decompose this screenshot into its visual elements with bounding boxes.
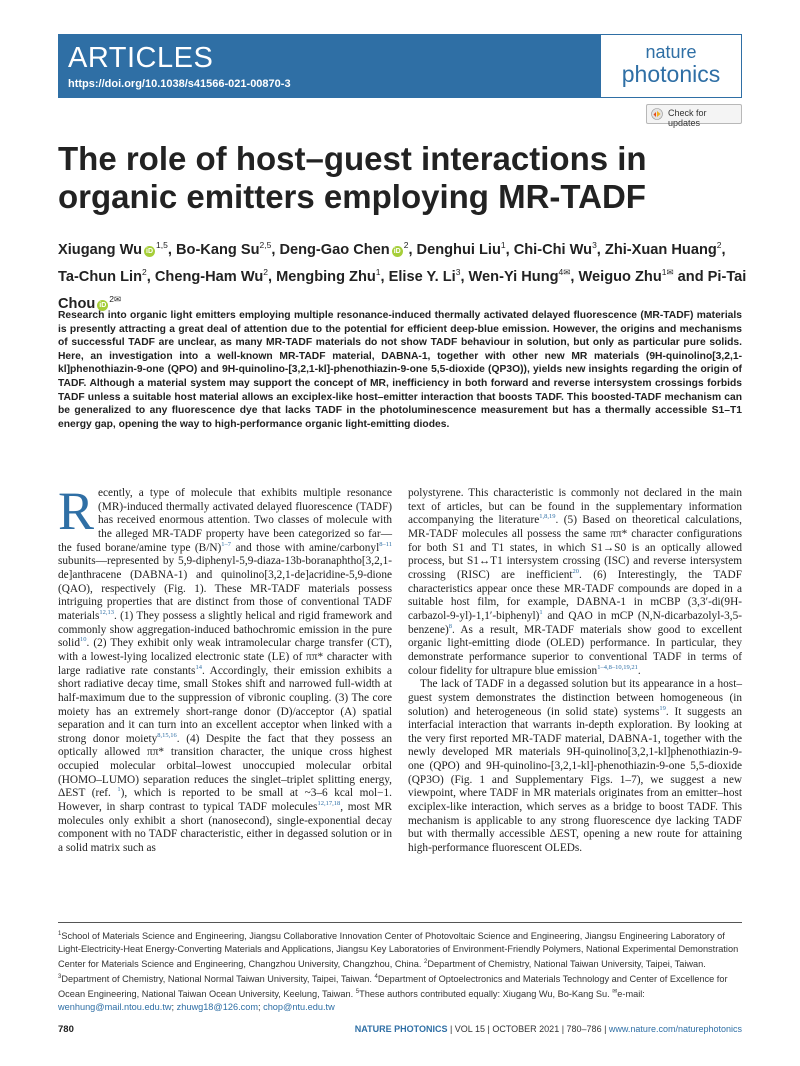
- text-run: and those with amine/carbonyl: [231, 541, 380, 554]
- reference-marker: 20: [572, 568, 579, 576]
- orcid-icon[interactable]: iD: [393, 247, 401, 255]
- email-link[interactable]: zhuwg18@126.com: [176, 1002, 258, 1013]
- body-paragraph: [58, 481, 393, 856]
- article-title: The role of host–guest interactions in organic emitters employing MR-TADF: [58, 140, 647, 215]
- footer-url-link[interactable]: www.nature.com/naturephotonics: [608, 1024, 742, 1034]
- author-name[interactable]: Elise Y. Li: [388, 268, 456, 285]
- author-affiliation-marker: 1✉: [661, 266, 674, 277]
- author-name[interactable]: Denghui Liu: [416, 241, 501, 258]
- text-run: . (6) Interestingly, the TADF characteristics appear once these MR-TADF compounds are doped in a suitable host film, for example, DABNA-1 in mCBP (3,3′-di(9H-carbazol-9-yl)-1,1′-biphenyl): [408, 568, 742, 622]
- body-paragraph: [408, 678, 742, 856]
- reference-marker: 1: [539, 609, 543, 617]
- drop-cap: R: [58, 481, 95, 541]
- text-run: , most MR molecules only exhibit a short (nanosecond), single-exponential decay component with no TADF characteristic, either in degassed solution or in a solid matrix such as: [58, 801, 393, 855]
- text-run: . It suggests an interfacial interaction that warrants in-depth exploration. By looking at the very first reported MR-TADF material, DABNA-1, together with the newly developed MR materials 9H-quinolino[3,2,1-kl]phenothiazin-9-one (QPO) and 9H-quinolino-[3,2,1-kl]-phenothiazin-9-one 5,5-dioxide (QP3O) (Fig. 1 and Supplementary Figs. 1–7), we suggest a new viewpoint, where TADF in MR materials originates from an emitter–host exciplex-like interaction, which serves as a bridge to boost TADF. This mechanism is applicable to any strong fluorescence dye lacking TADF but with thermally accessible ΔEST, opening a new route for attaining high-performance fluorescent OLEDs.: [408, 705, 742, 855]
- reference-marker: 12,17,18: [317, 800, 341, 808]
- author-affiliation-marker: 3: [592, 240, 597, 250]
- footer-journal-info: [355, 1024, 742, 1034]
- text-run: . (2) They exhibit only weak intramolecular charge transfer (CT), with a lowest-lying localized electronic state (LE) of ππ* character with large radiative rate constants: [58, 637, 392, 677]
- author-list: Xiugang Wu iD$^{1,5}$, Bo-Kang Su$^{2,5}$, Deng-Gao Chen $iD^2$, Denghui Liu$^1$, Chi-Chi Wu$^3$, Zhi-Xuan Huang$^2$, Ta-Chun Lin$^2$, Cheng-Ham Wu$^2$, Mengbing Zhu$^1$, Elise Y. Li$^3$, Wen-Yi Hung$^{4✉}$, Weiguo Zhu$^{1✉}$ and Pi-Tai Chou $iD^{2✉}$: [58, 240, 747, 312]
- author-name[interactable]: Weiguo Zhu: [578, 268, 662, 285]
- author-affiliation-marker: 4✉: [558, 266, 571, 277]
- reference-marker: 1,8,19: [539, 513, 556, 521]
- body-paragraph: [408, 487, 742, 678]
- reference-marker: 4: [374, 974, 378, 981]
- author-name[interactable]: Chi-Chi Wu: [513, 241, 593, 258]
- text-run: . Accordingly, their emission exhibits a short radiative decay time, small Stokes shift and narrowed full-width at half-maximum due to the suppression of vibronic coupling. (3) The core moiety has an extremely short-range donor (D)/acceptor (A) spatial separation and it can turn into an excellent acceptor when linked with a strong donor moiety: [58, 664, 392, 745]
- text-run: .: [637, 664, 641, 677]
- author-name[interactable]: Ta-Chun Lin: [58, 268, 143, 285]
- journal-logo-line2: photonics: [621, 61, 721, 87]
- email-link[interactable]: wenhung@mail.ntou.edu.tw: [58, 1002, 172, 1013]
- author-affiliation-marker: 2: [403, 240, 409, 250]
- author-affiliation-marker: 2,5: [259, 240, 272, 250]
- author-name[interactable]: Xiugang Wu: [58, 241, 143, 258]
- footer-issue-meta: | VOL 15 | OCTOBER 2021 | 780–786 |: [447, 1024, 609, 1034]
- orcid-icon[interactable]: iD: [99, 301, 107, 309]
- text-run: . (1) They possess a slightly helical and rigid framework and commonly show aggregation-induced bathochromic emission in the pure solid: [58, 609, 392, 650]
- text-run: Department of Optoelectronics and Materials Technology and Center of Excellence for Ocean Engineering, National Taiwan Ocean University, Keelung, Taiwan.: [58, 974, 728, 1000]
- author-affiliation-marker: 2: [142, 266, 147, 277]
- check-updates-button[interactable]: [646, 104, 742, 128]
- text-run: ), which is reported to be small at ~3–6 kcal mol−1. However, in sharp contrast to typical TADF molecules: [58, 787, 393, 814]
- text-run: These authors contributed equally: Xiugang Wu, Bo-Kang Su.: [359, 989, 613, 1000]
- author-name[interactable]: Mengbing Zhu: [276, 268, 376, 285]
- journal-logo[interactable]: [600, 34, 742, 98]
- page-number: 780: [58, 1024, 74, 1035]
- text-run: Department of Chemistry, National Normal Taiwan University, Taipei, Taiwan.: [61, 974, 375, 985]
- footer-journal-name: NATURE PHOTONICS: [354, 1024, 448, 1034]
- text-run: The lack of TADF in a degassed solution but its appearance in a host–guest system demonstrates the distinction between homogeneous (in solution) and heterogeneous (in solid state) systems: [408, 678, 742, 718]
- footnote-divider: [58, 922, 742, 923]
- text-run: School of Materials Science and Engineering, Jiangsu Collaborative Innovation Center of Photovoltaic Science and Engineering, Jiangsu Engineering Laboratory of Light-Electricity-Heat Energy-Converting Materials and Applications, Jiangsu Key Laboratories of Environment-Friendly Polymers, National Experimental Demonstration Center for Materials Science and Engineering, Changzhou University, Changzhou, China.: [58, 931, 739, 970]
- text-run: polystyrene. This characteristic is commonly not declared in the main text of articles, but can be found in the supplementary information accompanying the literature: [408, 487, 742, 527]
- crossmark-icon: [651, 108, 663, 120]
- reference-marker: 8: [448, 622, 453, 630]
- check-updates-label: Check for updates: [668, 108, 707, 128]
- text-run: ;: [257, 1002, 264, 1013]
- text-run: . (5) Based on theoretical calculations, MR-TADF molecules all possess the same ππ* character configurations for both S1 and T1 states, in which S1→S0 is an optically allowed process, but S1↔T1 intersystem crossing (ISC) and reverse intersystem crossing (RISC) are inefficient: [408, 514, 742, 581]
- journal-logo-line1: nature: [645, 42, 697, 62]
- author-affiliation-marker: 3: [455, 266, 461, 277]
- reference-marker: 12,13: [99, 609, 115, 617]
- author-name[interactable]: Wen-Yi Hung: [468, 268, 559, 285]
- author-affiliation-marker: 2: [263, 266, 268, 277]
- reference-marker: 19: [659, 704, 666, 712]
- reference-marker: 3: [58, 974, 62, 981]
- reference-marker: 5: [355, 989, 360, 996]
- author-name[interactable]: Zhi-Xuan Huang: [604, 241, 717, 258]
- reference-marker: 2: [424, 959, 428, 966]
- reference-marker: 1–7: [221, 540, 232, 548]
- author-name[interactable]: Deng-Gao Chen: [279, 241, 390, 258]
- author-name[interactable]: Pi-Tai Chou: [58, 268, 747, 312]
- reference-marker: 1: [117, 786, 121, 794]
- body-column-left: [58, 481, 393, 856]
- text-run: e-mail:: [617, 989, 645, 1000]
- doi-link[interactable]: https://doi.org/10.1038/s41566-021-00870-3: [68, 78, 291, 90]
- author-affiliation-marker: 1: [500, 240, 506, 250]
- text-run: and QAO in mCP (N,N-dicarbazolyl-3,5-benzene): [408, 609, 742, 636]
- email-link[interactable]: chop@ntu.edu.tw: [263, 1002, 335, 1013]
- author-name[interactable]: Bo-Kang Su: [175, 241, 260, 258]
- reference-marker: 1–4,8–10,19,21: [597, 663, 638, 671]
- text-run: ecently, a type of molecule that exhibits multiple resonance (MR)-induced thermally activated delayed fluorescence (TADF) has received enormous attention. Two classes of molecule with the alleged MR-TADF property have been categorized so far—the fused borane/amine type (B/N): [58, 487, 392, 554]
- body-column-right: [408, 487, 742, 856]
- reference-marker: 8–11: [379, 540, 392, 548]
- text-run: Department of Chemistry, National Taiwan University, Taipei, Taiwan.: [427, 959, 706, 970]
- section-banner: [58, 34, 600, 98]
- author-affiliation-marker: 2✉: [109, 293, 122, 304]
- author-affiliation-marker: 1,5: [156, 240, 168, 250]
- orcid-icon[interactable]: iD: [146, 247, 154, 255]
- text-run: ;: [171, 1002, 177, 1013]
- text-run: . (4) Despite the fact that they possess an optically allowed ππ* transition character, the unique cross highest occupied molecular orbital–lowest unoccupied molecular orbital (HOMO–LUMO) separation reduces the singlet–triplet splitting energy, ΔEST (ref.: [58, 732, 393, 800]
- reference-marker: ✉: [612, 989, 618, 996]
- section-label: ARTICLES: [68, 42, 214, 74]
- affiliations: [58, 928, 748, 1014]
- text-run: . As a result, MR-TADF materials show good to excellent organic light-emitting diode (OLED) performance. In particular, they demonstrate performance superior to conventional TADF in terms of colour fidelity for ultrapure blue emission: [408, 623, 742, 677]
- author-name[interactable]: Cheng-Ham Wu: [154, 268, 264, 285]
- author-affiliation-marker: 1: [375, 266, 381, 277]
- abstract: Research into organic light emitters employing multiple resonance-induced thermally activated delayed fluorescence (MR-TADF) materials is presently attracting a great deal of attention due to the potential for efficient deep-blue emission. However, the origins and mechanisms of successful TADF are unclear, as many MR-TADF materials do not show TADF behaviour in solution, but only as particular pure solids. Here, an investigation into a well-known MR-TADF material, DABNA-1, together with other new MR materials (9H-quinolino[3,2,1-kl]phenothiazin-9-one (QPO) and 9H-quinolino-[3,2,1-kl]-phenothiazin-9-one 5,5-dioxide (QP3O)), yields new insights regarding the origin of TADF. Although a material system may support the concept of MR, inefficiency in both forward and reverse intersystem crossings forbids TADF unless a suitable host material allows an exciplex-like host–emitter interaction that boosts TADF. This boosted-TADF mechanism can be generalized to any fluorescence dye that lacks TADF in the photoluminescence measurement but has a thermally accessible S1–T1 energy gap, opening the way to high-performance organic light-emitting diodes.: [58, 310, 742, 430]
- reference-marker: 14: [195, 663, 202, 671]
- reference-marker: 8,15,16: [157, 732, 177, 740]
- author-affiliation-marker: 2: [716, 240, 722, 250]
- reference-marker: 1: [58, 931, 62, 937]
- reference-marker: 10: [79, 636, 87, 644]
- text-run: subunits—represented by 5,9-diphenyl-5,9-diaza-13b-boranaphtho[3,2,1-de]anthracene (DABNA-1) and quinolino[3,2,1-de]acridine-5,9-dione (QAO), respectively (Fig. 1). These MR-TADF materials possess intriguing properties that are distinct from those of conventional TADF materials: [58, 555, 392, 622]
